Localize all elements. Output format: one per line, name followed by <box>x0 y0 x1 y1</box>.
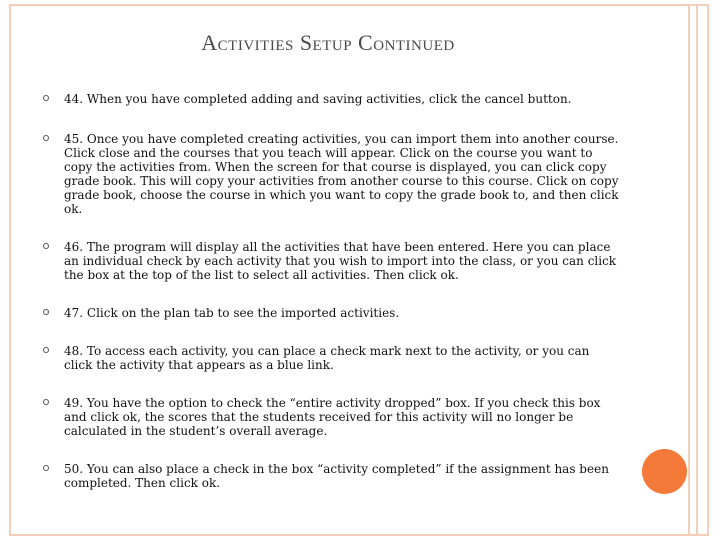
bullet-icon <box>43 465 49 471</box>
list-item-text: 50. You can also place a check in the box “activity completed” if the assignment has been completed. Then click ok. <box>64 462 609 490</box>
list-item <box>40 92 620 106</box>
right-border-line-outer <box>696 4 698 536</box>
list-item-text: 47. Click on the plan tab to see the imported activities. <box>64 306 400 320</box>
list-item <box>40 306 620 320</box>
bullet-icon <box>43 243 49 249</box>
list-item-text: 48. To access each activity, you can place a check mark next to the activity, or you can click the activity that appears as a blue link. <box>64 344 590 372</box>
right-border-line <box>688 4 690 536</box>
list-item-text: 49. You have the option to check the “entire activity dropped” box. If you check this box and click ok, the scores that the students received for this activity will no longer be calculated in the student’s overall average. <box>64 396 601 438</box>
list-item-text: 45. Once you have completed creating activities, you can import them into another course. Click close and the courses that you teach will appear. Click on the course you want to copy the activities from. When the screen for that course is displayed, you can click copy grade book. This will copy your activities from another course to this course. Click on copy grade book, choose the course in which you want to copy the grade book to, and then click ok. <box>64 132 619 216</box>
list-item-text: 44. When you have completed adding and saving activities, click the cancel button. <box>64 92 572 106</box>
list-item <box>40 132 620 216</box>
bullet-list <box>40 92 620 490</box>
decorative-circle-icon <box>642 449 687 494</box>
bullet-icon <box>43 309 49 315</box>
list-item <box>40 396 620 438</box>
slide-title: Activities Setup Continued <box>201 30 455 55</box>
bullet-icon <box>43 399 49 405</box>
list-item <box>40 344 620 372</box>
list-item <box>40 462 620 490</box>
bullet-icon <box>43 95 49 101</box>
list-item <box>40 240 620 282</box>
bullet-icon <box>43 347 49 353</box>
list-item-text: 46. The program will display all the activities that have been entered. Here you can place an individual check by each activity that you wish to import into the class, or you can click the box at the top of the list to select all activities. Then click ok. <box>64 240 617 282</box>
bullet-icon <box>43 135 49 141</box>
